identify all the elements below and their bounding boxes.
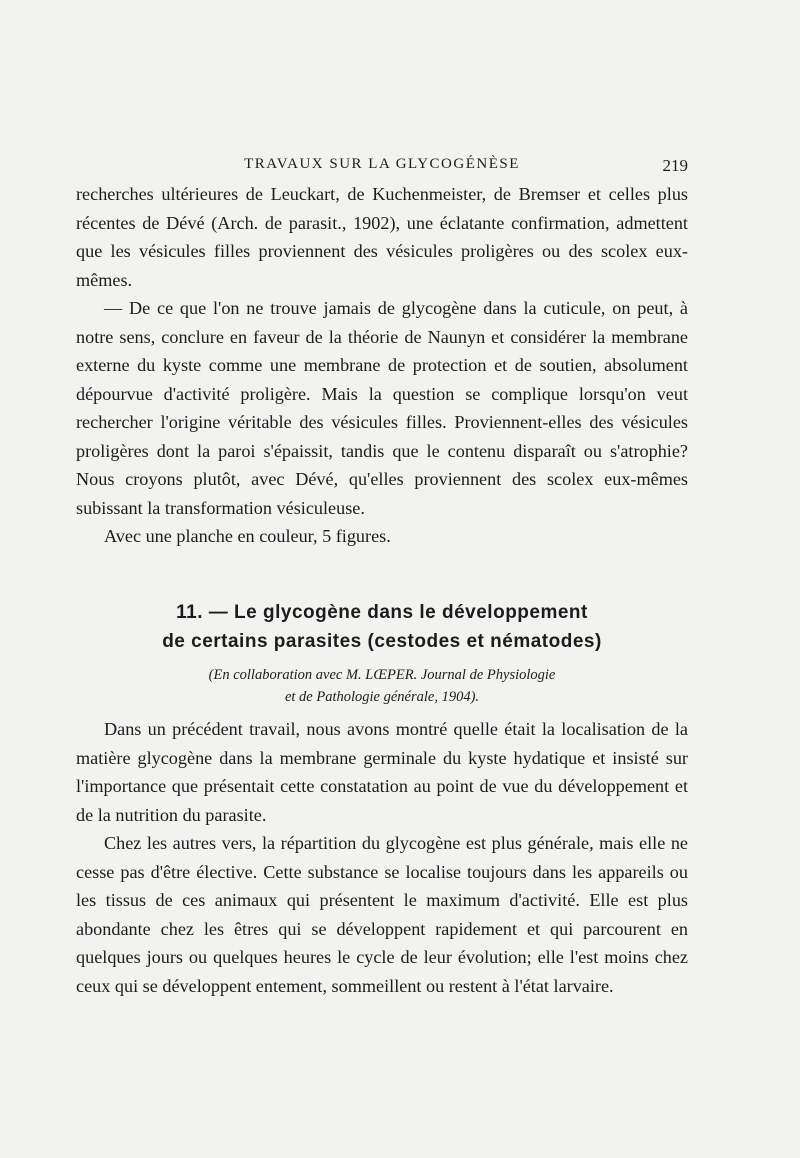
running-title: TRAVAUX SUR LA GLYCOGÉNÈSE [244,156,520,172]
citation-line-1: (En collaboration avec M. LŒPER. Journal de Physiologie [208,667,556,683]
citation [76,664,688,708]
paragraph-naunyn: — De ce que l'on ne trouve jamais de glycogène dans la cuticule, on peut, à notre sens, conclure en faveur de la théorie de Naunyn et considérer la membrane externe du kyste comme une membrane de protection et de soutien, absolument dépourvue d'activité proligère. Mais la question se complique lorsqu'on veut rechercher l'origine véritable des vésicules filles. Proviennent-elles des vésicules proligères dont la paroi s'épaissit, tandis que le contenu disparaît ou s'atrophie? Nous croyons plutôt, avec Dévé, qu'elles proviennent des scolex eux-mêmes subissant la transformation vésiculeuse. [76,298,688,518]
section-heading [76,598,688,656]
plate-note: Avec une planche en couleur, 5 figures. [104,526,391,546]
heading-line-1: 11. — Le glycogène dans le développement [176,602,588,623]
section-1-text [76,180,688,551]
paragraph-repartition: Chez les autres vers, la répartition du glycogène est plus générale, mais elle ne cesse pas d'être élective. Cette substance se localise toujours dans les appareils ou les tissus de ces animaux qui présentent le maximum d'activité. Elle est plus abondante chez les êtres qui se développent rapidement et qui parcourent en quelques jours ou quelques heures le cycle de leur évolution; elle l'est moins chez ceux qui se développent entement, sommeillent ou restent à l'état larvaire. [76,833,688,996]
paragraph-localisation: Dans un précédent travail, nous avons montré quelle était la localisation de la matière glycogène dans la membrane germinale du kyste hydatique et insisté sur l'importance que présentait cette constatation au point de vue du développement et de la nutrition du parasite. [76,719,688,825]
paragraph-continuation: recherches ultérieures de Leuckart, de Kuchenmeister, de Bremser et celles plus récentes de Dévé (Arch. de parasit., 1902), une éclatante confirmation, admettent que les vésicules filles proviennent des vésicules proligères ou des scolex eux-mêmes. [76,184,688,290]
heading-line-2: de certains parasites (cestodes et nématodes) [162,631,602,652]
page-number: 219 [662,156,688,175]
section-2-text [76,715,688,1000]
citation-line-2: et de Pathologie générale, 1904). [284,689,480,705]
